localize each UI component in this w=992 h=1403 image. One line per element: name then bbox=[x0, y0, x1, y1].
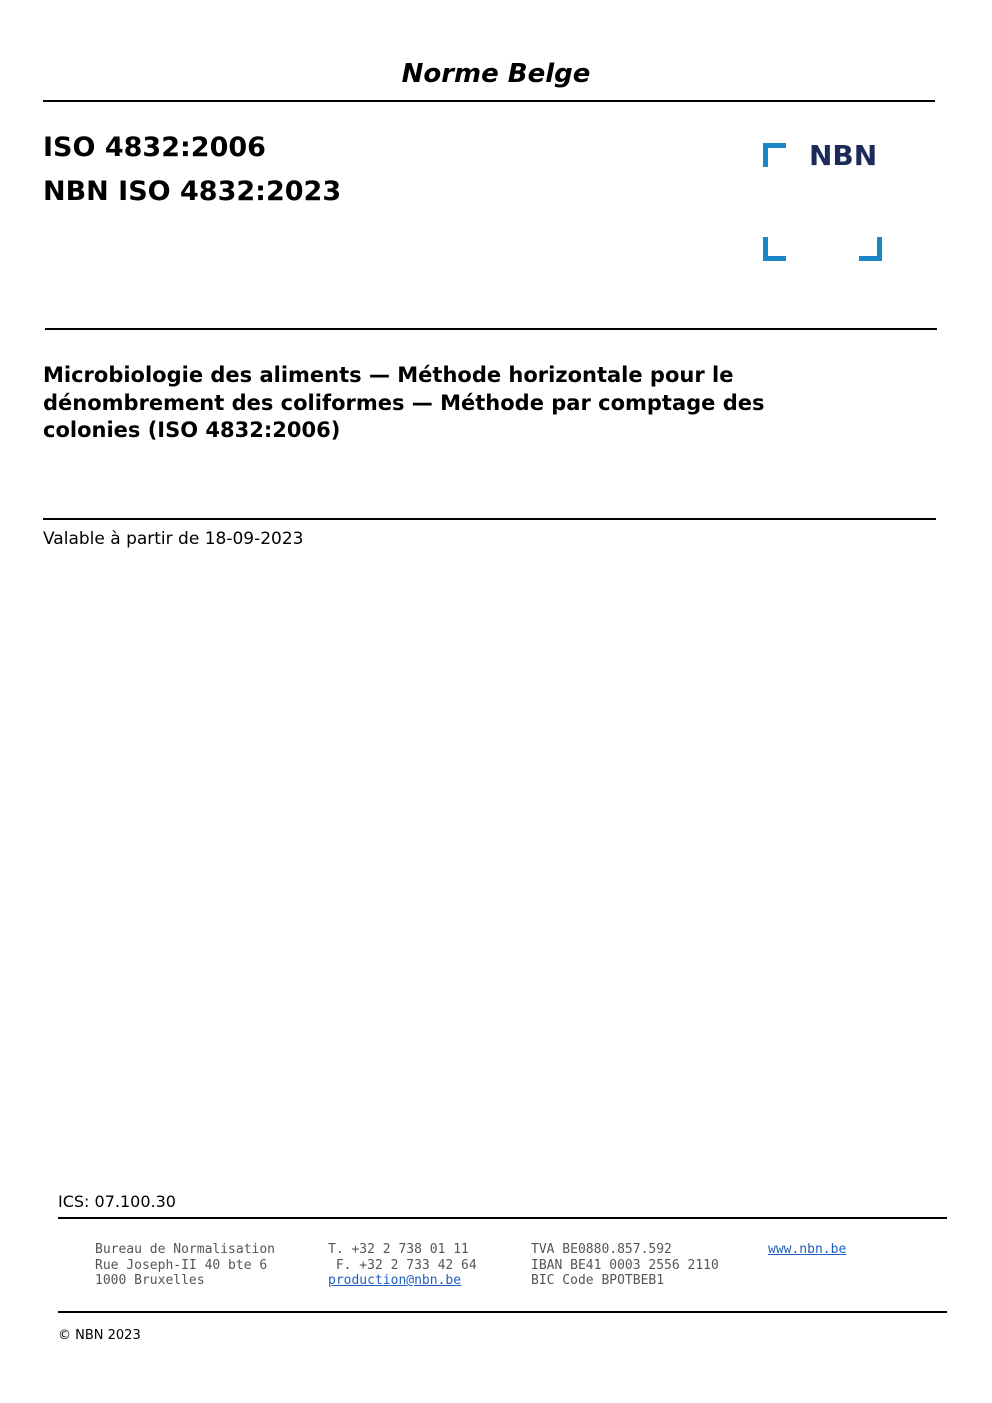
address-line: Bureau de Normalisation bbox=[95, 1242, 276, 1257]
copyright: © NBN 2023 bbox=[58, 1328, 141, 1343]
fax-number: F. +32 2 733 42 64 bbox=[328, 1257, 477, 1273]
bic-code: BIC Code BPOTBEB1 bbox=[531, 1273, 665, 1288]
header-divider bbox=[43, 100, 935, 102]
phone-number: T. +32 2 738 01 11 bbox=[328, 1242, 469, 1257]
iban-number: IBAN BE41 0003 2556 2110 bbox=[531, 1257, 719, 1273]
vat-number: TVA BE0880.857.592 bbox=[531, 1242, 672, 1257]
nbn-logo bbox=[760, 140, 886, 264]
address-line: 1000 Bruxelles bbox=[95, 1273, 205, 1288]
footer-contact bbox=[328, 1242, 477, 1289]
nbn-reference: NBN ISO 4832:2023 bbox=[43, 176, 342, 207]
section-divider bbox=[45, 328, 937, 330]
document-title-line: dénombrement des coliformes — Méthode par comptage des bbox=[43, 390, 765, 415]
footer-bottom-divider bbox=[58, 1311, 947, 1313]
footer-top-divider bbox=[58, 1217, 947, 1219]
iso-reference: ISO 4832:2006 bbox=[43, 132, 266, 163]
address-line: Rue Joseph-II 40 bte 6 bbox=[95, 1257, 268, 1273]
website-link[interactable]: www.nbn.be bbox=[768, 1242, 847, 1257]
footer-website bbox=[768, 1242, 846, 1258]
document-title bbox=[43, 362, 923, 445]
document-title-line: colonies (ISO 4832:2006) bbox=[43, 418, 341, 442]
footer-address bbox=[95, 1242, 275, 1289]
footer-banking bbox=[531, 1242, 719, 1289]
email-link[interactable]: production@nbn.be bbox=[328, 1273, 462, 1288]
document-title-line: Microbiologie des aliments — Méthode horizontale pour le bbox=[43, 363, 734, 387]
validity-date: Valable à partir de 18-09-2023 bbox=[43, 529, 304, 549]
ics-code: ICS: 07.100.30 bbox=[58, 1192, 176, 1211]
title-divider bbox=[43, 518, 936, 520]
header-title: Norme Belge bbox=[401, 59, 591, 89]
logo-text: NBN bbox=[809, 140, 878, 172]
